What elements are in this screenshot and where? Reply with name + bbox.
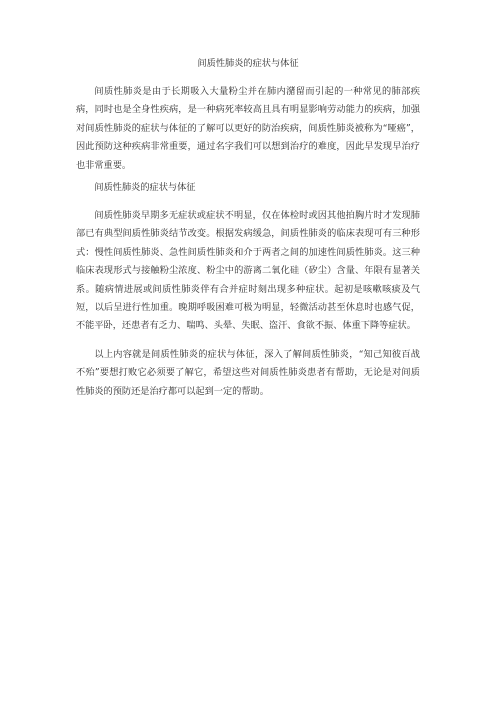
section-heading: 间质性肺炎的症状与体征 <box>94 182 196 193</box>
conclusion-paragraph: 以上内容就是间质性肺炎的症状与体征，深入了解间质性肺炎，“知己知彼百战不殆”要想打败它必须要了解它，希望这些对间质性肺炎患者有帮助，无论是对间质性肺炎的预防还是治疗都可以起到一定的帮助。 <box>76 349 420 397</box>
intro-paragraph: 间质性肺炎是由于长期吸入大量粉尘并在肺内潴留而引起的一种常见的肺部疾病，同时也是全身性疾病，是一种病死率较高且具有明显影响劳动能力的疾病，加强对间质性肺炎的症状与体征的了解可以更好的防治疾病，间质性肺炎被称为“哑癌”，因此预防这种疾病非常重要，通过名字我们可以想到治疗的难度，因此早发现早治疗也非常重要。 <box>76 86 420 171</box>
symptoms-paragraph: 间质性肺炎早期多无症状或症状不明显，仅在体检时或因其他拍胸片时才发现肺部已有典型间质性肺炎结节改变。根据发病缓急，间质性肺炎的临床表现可有三种形式：慢性间质性肺炎、急性间质性肺炎和介于两者之间的加速性间质性肺炎。这三种临床表现形式与接触粉尘浓度、粉尘中的游离二氧化硅（矽尘）含量、年限有显著关系。随病情进展或间质性肺炎伴有合并症时刻出现多种症状。起初是咳嗽咳痰及气短，以后呈进行性加重。晚期呼吸困难可极为明显，轻微活动甚至休息时也感气促，不能平卧，还患者有乏力、喘鸣、头晕、失眠、盗汗、食欲不振、体重下降等症状。 <box>76 210 420 332</box>
document-title: 间质性肺炎的症状与体征 <box>197 58 299 69</box>
